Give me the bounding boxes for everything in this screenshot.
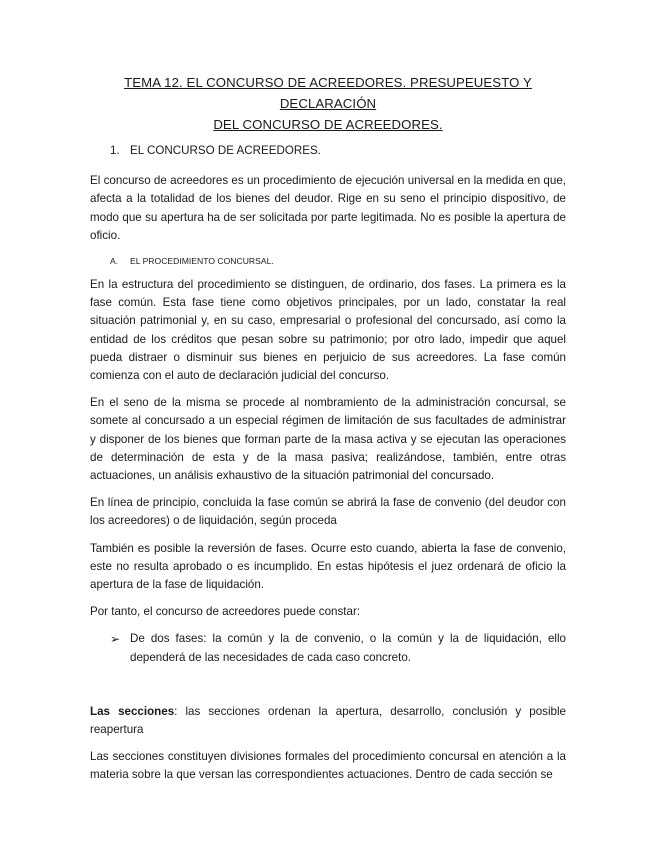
paragraph-common-phase: En el seno de la misma se procede al nombramiento de la administración concursal, se somete al concursado a un especial régimen de limitación de sus facultades de administrar y disponer de los bienes que forman parte de la masa activa y se ejecutan las operaciones de determinación de esta y de la masa pasiva; realizándose, también, entre otras actuaciones, un análisis exhaustivo de la situación patrimonial del concursado.	[90, 396, 566, 483]
spacer	[90, 677, 566, 703]
title-line-2: DEL CONCURSO DE ACREEDORES.	[213, 117, 443, 132]
paragraph-structure: En la estructura del procedimiento se distinguen, de ordinario, dos fases. La primera es la fase común. Esta fase tiene como objetivos principales, por un lado, constatar la real situación patrimonial y, en su caso, empresarial o profesional del concursado, así como la entidad de los créditos que pesan sobre su patrimonio; por otro lado, impedir que aquel pueda distraer o disminuir sus bienes en perjuicio de sus acreedores. La fase común comienza con el auto de declaración judicial del concurso.	[90, 278, 566, 383]
document-title	[90, 72, 566, 135]
subsection-label: EL PROCEDIMIENTO CONCURSAL.	[130, 256, 274, 267]
secciones-bold-lead: Las secciones	[90, 704, 175, 718]
secciones-text: : las secciones ordenan la apertura, desarrollo, conclusión y posible reapertura	[90, 704, 566, 737]
subsection-heading	[90, 254, 566, 268]
title-line-1: TEMA 12. EL CONCURSO DE ACREEDORES. PRESUPEUESTO Y DECLARACIÓN	[124, 75, 532, 111]
list-item	[90, 630, 566, 666]
document-page	[90, 72, 566, 794]
arrow-bullet-icon: ➢	[110, 632, 121, 647]
section-label: EL CONCURSO DE ACREEDORES.	[130, 144, 321, 157]
paragraph-principle: En línea de principio, concluida la fase común se abrirá la fase de convenio (del deudor con los acreedores) o de liquidación, según proceda	[90, 496, 566, 528]
section-number: 1.	[110, 144, 120, 157]
paragraph-reversion: También es posible la reversión de fases. Ocurre esto cuando, abierta la fase de convenio, este no resulta aprobado o es incumplido. En estas hipótesis el juez ordenará de oficio la apertura de la fase de liquidación.	[90, 541, 566, 592]
paragraph-secciones-detail: Las secciones constituyen divisiones formales del procedimiento concursal en atención a la materia sobre la que versan las correspondientes actuaciones. Dentro de cada sección se	[90, 750, 566, 782]
paragraph-secciones	[90, 703, 566, 739]
section-heading	[90, 142, 566, 160]
list-item-text: De dos fases: la común y la de convenio, o la común y la de liquidación, ello dependerá de las necesidades de cada caso concreto.	[130, 632, 566, 664]
subsection-letter: A.	[110, 256, 119, 267]
paragraph-intro: El concurso de acreedores es un procedimiento de ejecución universal en la medida en que, afecta a la totalidad de los bienes del deudor. Rige en su seno el principio dispositivo, de modo que su apertura ha de ser solicitada por parte legitimada. No es posible la apertura de oficio.	[90, 174, 566, 242]
paragraph-constar: Por tanto, el concurso de acreedores puede constar:	[90, 605, 361, 619]
